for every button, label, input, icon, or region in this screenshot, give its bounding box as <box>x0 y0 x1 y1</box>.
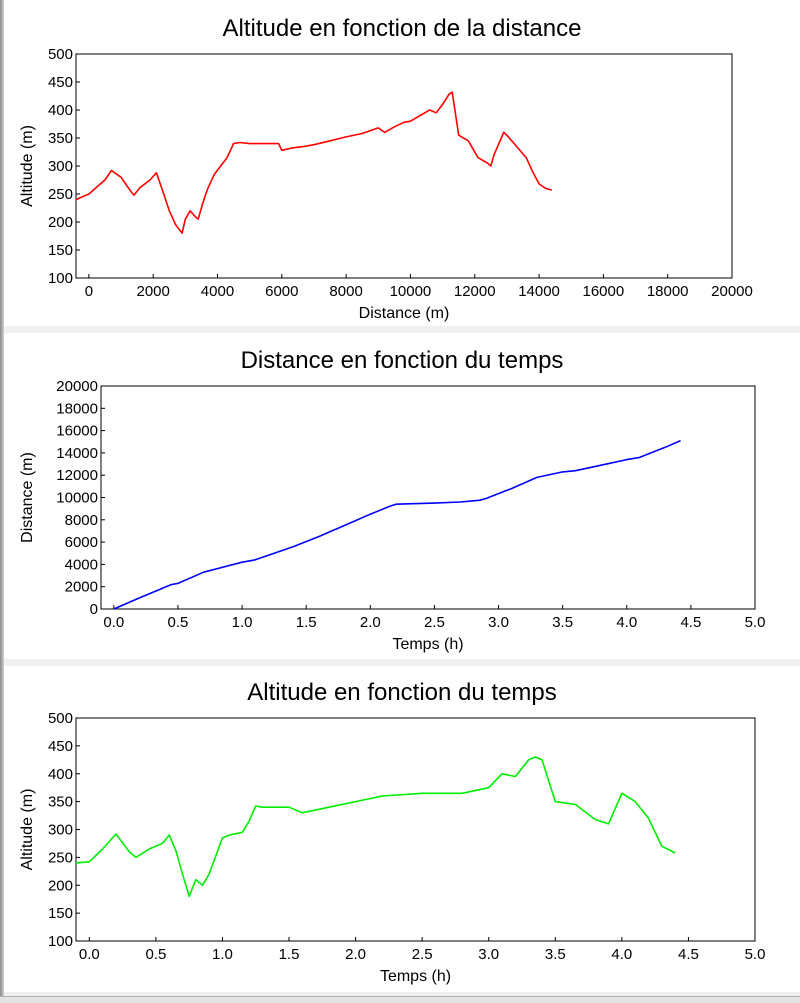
chart-2-xtick-label: 1.5 <box>278 946 300 963</box>
chart-2-ytick-label: 100 <box>47 933 73 950</box>
chart-0-ytick-label: 350 <box>47 130 73 147</box>
chart-0-ytick-label: 150 <box>47 242 73 259</box>
chart-2-ytick-label: 300 <box>47 821 73 839</box>
chart-0-xlabel: Distance (m) <box>358 305 450 322</box>
chart-1-xtick-label: 5.0 <box>744 614 766 631</box>
chart-0-ytick-label: 500 <box>47 46 73 63</box>
chart-0-xtick-label: 12000 <box>453 283 496 300</box>
chart-2-xtick-label: 1.0 <box>212 946 233 963</box>
chart-0-title: Altitude en fonction de la distance <box>222 15 582 42</box>
chart-2-ytick-label: 400 <box>47 765 73 783</box>
chart-2-xlabel: Temps (h) <box>379 968 452 985</box>
chart-panel-altitude-time <box>4 666 800 992</box>
window-frame-bottom <box>0 996 800 1003</box>
chart-2-ytick-label: 250 <box>47 849 73 867</box>
chart-2-xtick-label: 3.5 <box>544 946 566 963</box>
chart-0-ytick-label: 250 <box>47 186 73 203</box>
chart-1-title: Distance en fonction du temps <box>240 347 564 374</box>
chart-2-xtick-label: 0.0 <box>78 946 100 963</box>
chart-0-ytick-label: 200 <box>47 214 73 231</box>
chart-1-ytick-label: 8000 <box>64 511 98 529</box>
chart-1-ytick-label: 0 <box>89 601 98 618</box>
chart-1-ytick-label: 4000 <box>64 556 98 574</box>
chart-0-xtick-label: 16000 <box>582 283 625 300</box>
chart-2-xtick-label: 2.5 <box>411 946 433 963</box>
chart-0-xtick-label: 0 <box>84 283 94 300</box>
chart-panel-altitude-distance <box>4 0 800 326</box>
chart-0-plot-area <box>76 54 732 278</box>
chart-2-xtick-label: 5.0 <box>744 946 766 963</box>
chart-1-xtick-label: 2.0 <box>359 614 381 631</box>
chart-1-xtick-label: 1.5 <box>295 614 317 631</box>
chart-2-title: Altitude en fonction du temps <box>247 679 557 706</box>
chart-distance-time <box>4 333 800 659</box>
chart-0-ytick-label: 400 <box>47 102 73 119</box>
chart-1-xtick-label: 1.0 <box>231 614 253 631</box>
chart-2-ytick-label: 150 <box>47 905 73 923</box>
chart-0-xtick-label: 10000 <box>389 283 432 300</box>
chart-1-xtick-label: 3.0 <box>488 614 509 631</box>
chart-0-xtick-label: 2000 <box>136 283 170 300</box>
chart-1-xlabel: Temps (h) <box>392 636 464 653</box>
chart-2-xtick-label: 2.0 <box>345 946 367 963</box>
chart-0-xtick-label: 8000 <box>329 283 363 300</box>
chart-1-xtick-label: 0.5 <box>167 614 189 631</box>
chart-panel-distance-time <box>4 333 800 659</box>
chart-0-xtick-label: 4000 <box>200 283 235 300</box>
chart-2-ytick-label: 500 <box>47 710 73 727</box>
chart-1-ytick-label: 2000 <box>64 578 98 596</box>
chart-0-xtick-label: 6000 <box>265 283 299 300</box>
chart-0-xtick-label: 18000 <box>646 283 689 300</box>
chart-altitude-time <box>4 666 800 992</box>
chart-2-ylabel: Altitude (m) <box>19 788 36 871</box>
chart-1-plot-area <box>101 386 755 609</box>
chart-0-ytick-label: 300 <box>47 158 73 175</box>
chart-1-ytick-label: 18000 <box>56 400 98 418</box>
chart-2-ytick-label: 350 <box>47 793 73 811</box>
chart-0-ytick-label: 100 <box>47 270 73 287</box>
chart-0-ylabel: Altitude (m) <box>19 125 36 207</box>
chart-1-ytick-label: 10000 <box>56 489 98 507</box>
chart-2-ytick-label: 200 <box>47 877 73 895</box>
chart-1-ytick-label: 12000 <box>56 467 98 485</box>
chart-1-ytick-label: 16000 <box>56 422 98 440</box>
chart-altitude-distance <box>4 0 800 326</box>
chart-1-xtick-label: 2.5 <box>423 614 445 631</box>
chart-1-xtick-label: 4.0 <box>616 614 638 631</box>
chart-0-xtick-label: 20000 <box>711 283 753 300</box>
chart-1-ytick-label: 6000 <box>64 534 98 552</box>
chart-0-xtick-label: 14000 <box>518 283 560 300</box>
chart-1-ytick-label: 20000 <box>56 378 98 395</box>
chart-2-xtick-label: 0.5 <box>145 946 167 963</box>
chart-0-ytick-label: 450 <box>47 74 73 91</box>
chart-1-ytick-label: 14000 <box>56 444 98 462</box>
chart-2-xtick-label: 4.5 <box>678 946 699 963</box>
chart-1-xtick-label: 0.0 <box>103 614 125 631</box>
chart-2-xtick-label: 3.0 <box>478 946 500 963</box>
chart-2-xtick-label: 4.0 <box>611 946 633 963</box>
chart-2-ytick-label: 450 <box>47 737 73 755</box>
chart-1-ylabel: Distance (m) <box>19 452 36 543</box>
chart-1-xtick-label: 3.5 <box>552 614 574 631</box>
chart-1-xtick-label: 4.5 <box>680 614 702 631</box>
